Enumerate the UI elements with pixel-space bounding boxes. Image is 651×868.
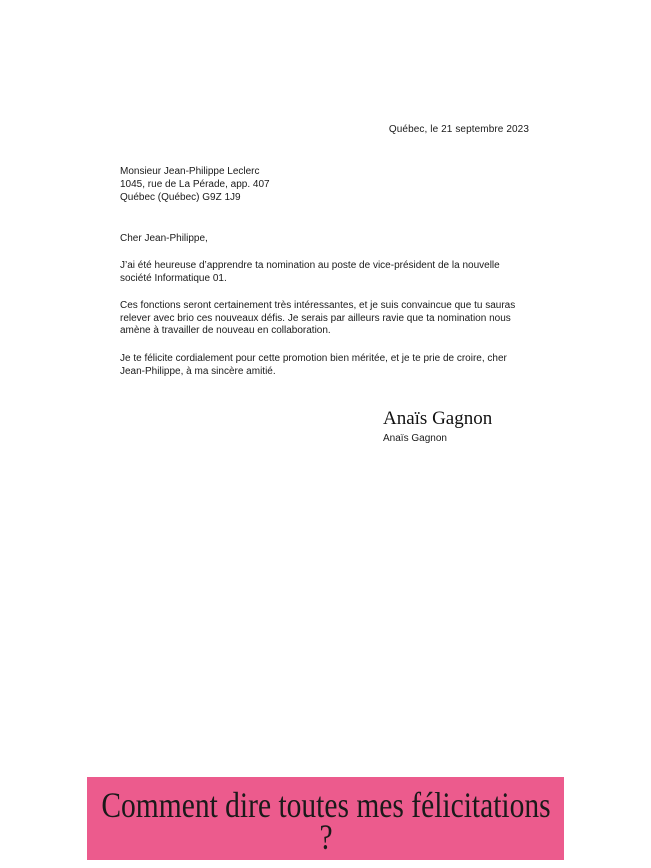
salutation: Cher Jean-Philippe, [120, 233, 208, 244]
paragraph-1: J’ai été heureuse d’apprendre ta nomination au poste de vice-président de la nouvelle société Informatique 01. [120, 260, 500, 284]
banner-title: Comment dire toutes mes félicitations ? [101, 785, 551, 857]
address-line-street: 1045, rue de La Pérade, app. 407 [120, 179, 270, 190]
paragraph-2: Ces fonctions seront certainement très intéressantes, et je suis convaincue que tu sauras relever avec brio ces nouveaux défis. Je serais par ailleurs ravie que ta nomination nous amène à travailler de nouveau en collaboration. [120, 300, 516, 336]
address-line-city: Québec (Québec) G9Z 1J9 [120, 192, 241, 203]
handwritten-signature: Anaïs Gagnon [383, 408, 493, 429]
letter-date: Québec, le 21 septembre 2023 [388, 124, 529, 135]
paragraph-3: Je te félicite cordialement pour cette promotion bien méritée, et je te prie de croire, cher Jean-Philippe, à ma sincère amitié. [120, 353, 507, 377]
address-line-name: Monsieur Jean-Philippe Leclerc [120, 166, 260, 177]
title-banner [87, 777, 564, 860]
signature-printed-name: Anaïs Gagnon [383, 433, 447, 444]
recipient-address [120, 165, 270, 204]
